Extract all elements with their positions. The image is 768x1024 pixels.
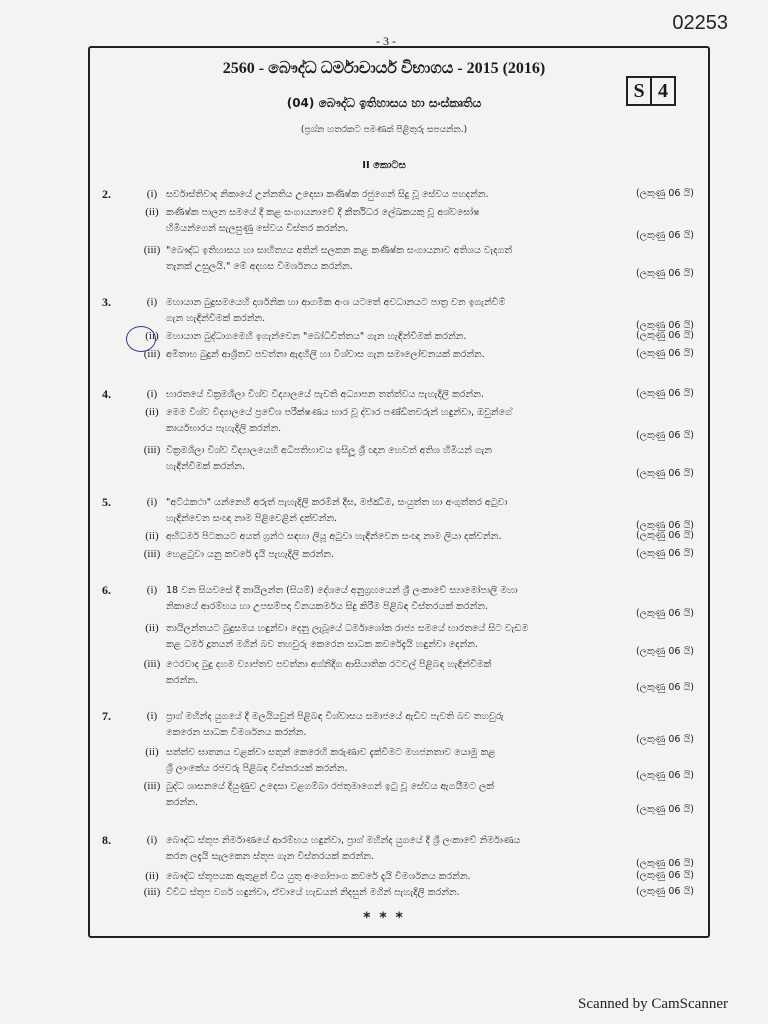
subquestion-text: මහායාන බුදුසමයෙහි දාර්ශනික හා ආගමික අංශ යටතේ අවධානයට පාත්‍ර වන ඉගැන්වීම් (166, 297, 506, 308)
subquestion-text: මහායාන බුද්ධාගමෙහි ඉගැන්වෙන "බෝධිචිත්තය" ගැන හැඳින්වීමක් කරන්න. (166, 331, 467, 342)
exam-title: 2560 - බෞද්ධ ධර්මාචාර්ය විභාගය - 2015 (2016) (222, 60, 546, 77)
marks-label: (ලකුණු 06 යි) (635, 608, 694, 619)
subquestion-text: කළ ධර්ම දූතයන් මගින් බව තහවුරු කෙරෙන සාධක කවරේදැයි හඳුන්වා දෙන්න. (166, 639, 478, 650)
subquestion-text: සත්ත්ව ඝාතනය වළක්වා සතුන් කෙරෙහි කරුණාව දැක්වීමට මහජනතාව යොමු කළ (166, 747, 496, 758)
marks-label: (ලකුණු 06 යි) (635, 682, 694, 693)
subquestion-text: සර්වාස්තිවාද නිකායේ උන්නතිය උදෙසා කණිෂ්ක රජුගෙන් සිදු වූ සේවය පහදන්න. (166, 189, 489, 200)
question-number: 3. (102, 295, 111, 309)
subquestion-label: (i) (146, 296, 158, 308)
paper-code-number: 4 (650, 78, 674, 104)
end-marker: * * * (363, 910, 405, 926)
subquestion-label: (i) (146, 388, 158, 400)
marks-label: (ලකුණු 06 යි) (635, 230, 694, 241)
subquestion-text: "අට්ඨකථා" යන්නෙහි අරුත් පැහැදිලි කරමින් දීඝ, මජ්ඣිම, සංයුත්ත හා අංගුත්තර අටුවා (166, 497, 508, 508)
marks-label: (ලකුණු 06 යි) (635, 530, 694, 541)
marks-label: (ලකුණු 06 යි) (635, 770, 694, 781)
marks-label: (ලකුණු 06 යි) (635, 268, 694, 279)
subquestion-text: කාර්යභාරය පැහැදිලි කරන්න. (166, 423, 282, 434)
subquestion-label: (iii) (143, 548, 161, 560)
subquestion-text: හැඳින්වීමක් කරන්න. (166, 461, 245, 472)
marks-label: (ලකුණු 06 යි) (635, 320, 694, 331)
subquestion-label: (iii) (143, 886, 161, 898)
marks-label: (ලකුණු 06 යි) (635, 886, 694, 897)
subject-title: (04) බෞද්ධ ඉතිහාසය හා සංස්කෘතිය (286, 96, 482, 110)
subquestion-text: අභිධර්ම පිටකයට අයත් ග්‍රන්ථ සඳහා ලියූ අටුවා හැඳින්වෙන සංඥා නාම ලියා දක්වන්න. (166, 531, 502, 542)
subquestion-label: (i) (146, 710, 158, 722)
subquestion-text: බෞද්ධ ස්තූපයක ඇතුළත් විය යුතු අංගෝපාංග කවරේ දැයි විමර්ශනය කරන්න. (166, 871, 471, 882)
marks-label: (ලකුණු 06 යි) (635, 330, 694, 341)
subquestion-text: හෙළටුවා යනු කවරේ දැයි පැහැදිලි කරන්න. (166, 549, 335, 560)
subquestion-label: (i) (146, 584, 158, 596)
paper-code-letter: S (633, 80, 645, 102)
subquestion-text: තැනක් උසුලයි." මේ අදහස විමර්ශනය කරන්න. (166, 261, 353, 272)
subquestion-text: ගැන හැඳින්වීමක් කරන්න. (166, 313, 266, 324)
marks-label: (ලකුණු 06 යි) (635, 468, 694, 479)
page-number: - 3 - (376, 34, 396, 48)
page-code: 02253 (672, 12, 728, 34)
subquestion-label: (ii) (145, 406, 159, 418)
subquestion-text: හිමියන්ගෙන් සැලසුණු සේවය විස්තර කරන්න. (166, 223, 349, 234)
subquestion-text: ශ්‍රී ලාංකේය රජවරු පිළිබඳ විස්තරයක් කරන්න. (166, 763, 348, 774)
marks-label: (ලකුණු 06 යි) (635, 348, 694, 359)
marks-label: (ලකුණු 06 යි) (635, 870, 694, 881)
subquestion-label: (ii) (145, 206, 159, 218)
subquestion-text: භාරතයේ වික්‍රමශිලා විශ්ව විද්‍යාලයේ පැවති අධ්‍යාපන තත්ත්වය පැහැදිලි කරන්න. (166, 389, 484, 400)
question-number: 8. (102, 833, 111, 847)
subquestion-text: වික්‍රමශිලා විශ්ව විද්‍යාලයෙහි අධිපතිභාවය ඉසිලූ ශ්‍රී ඥාන හෙවත් අතිශ හිමියන් ගැන (166, 445, 493, 456)
subquestion-label: (iii) (143, 658, 161, 670)
subquestion-text: ථෙරවාද බුදු දහම ව්‍යාප්තව පවත්නා අග්නිදිග ආසියාතික රටවල් පිළිබඳ හැඳින්වීමක් (166, 659, 492, 670)
subquestion-text: කණිෂ්ක පාලන සමයේ දී කළ සංගායනාවේ දී කීර්තිධර ලේඛකයකු වූ අශ්වඝෝෂ (166, 207, 480, 218)
subquestion-label: (iii) (143, 780, 161, 792)
subquestion-label: (ii) (145, 870, 159, 882)
marks-label: (ලකුණු 06 යි) (635, 188, 694, 199)
marks-label: (ලකුණු 06 යි) (635, 646, 694, 657)
marks-label: (ලකුණු 06 යි) (635, 548, 694, 559)
subquestion-text: හැඳින්වෙන සංඥා නාම පිළිවෙළින් දක්වන්න. (166, 513, 338, 524)
question-number: 5. (102, 495, 111, 509)
marks-label: (ලකුණු 06 යි) (635, 804, 694, 815)
subquestion-label: (i) (146, 834, 158, 846)
subquestion-label: (i) (146, 188, 158, 200)
marks-label: (ලකුණු 06 යි) (635, 520, 694, 531)
marks-label: (ලකුණු 06 යි) (635, 734, 694, 745)
subquestion-label: (iii) (143, 444, 161, 456)
pen-circle-mark (126, 326, 156, 352)
subquestion-text: "බෞද්ධ ඉතිහාසය හා සාහිත්‍යය අතින් සලකන කළ කණිෂ්ක සංගායනාව අතිශය වැදගත් (166, 245, 513, 256)
subquestion-label: (ii) (145, 622, 159, 634)
subquestion-text: 18 වන සියවසේ දී තායිලන්ත (සියම්) දේශයේ අනුග්‍රහයෙන් ශ්‍රී ලංකාවේ ස්‍යාමෝපාලි මහා (166, 585, 518, 596)
question-number: 2. (102, 187, 111, 201)
subquestion-text: බුද්ධ ශාසනයේ දියුණුව උදෙසා වළගම්බා රජතුමාගෙන් ඉටු වූ සේවය ඇගයීමට ලක් (166, 781, 494, 792)
subquestion-text: තායිලන්තයට බුදුසමය හඳුන්වා දෙනු ලැබූයේ ධර්මාශෝක රාජ්‍ය සමයේ භාරතයේ සිට වැඩම (166, 623, 529, 634)
subquestion-text: බෞද්ධ ස්තූප නිර්මාණයේ ආරම්භය හඳුන්වා, ප්‍රාග් මහින්ද යුගයේ දී ශ්‍රී ලංකාවේ නිර්මාණය (166, 835, 521, 846)
subquestion-text: කරන්න. (166, 797, 198, 808)
subquestion-label: (i) (146, 496, 158, 508)
subquestion-label: (iii) (143, 348, 161, 360)
part-heading: II කොටස (362, 160, 406, 171)
subquestion-text: කරන ලදැයි සැලකෙන ස්තූප ගැන විස්තරයක් කරන්න. (166, 851, 374, 862)
instruction-text: (ප්‍රශ්න හතරකට පමණක් පිළිතුරු සපයන්න.) (300, 125, 468, 135)
subquestion-text: මෙම විශ්ව විද්‍යාලයේ ප්‍රවේශ පරීක්ෂණය භාර වූ ද්වාර පණ්ඩිතවරුන් හඳුන්වා, ඔවුන්ගේ (166, 407, 512, 418)
subquestion-label: (ii) (145, 746, 159, 758)
scanner-watermark: Scanned by CamScanner (578, 996, 728, 1012)
subquestion-text: විවිධ ස්තූප වර්ග හඳුන්වා, ඒවායේ හැඩයන් නිදසුන් මගින් පැහැදිලි කරන්න. (166, 887, 460, 898)
marks-label: (ලකුණු 06 යි) (635, 388, 694, 399)
subquestion-text: නිකායේ ආරම්භය හා උපසම්පදා විනයකර්මය සිදු කිරීම පිළිබඳ විස්තරයක් කරන්න. (166, 601, 488, 612)
subquestion-text: ප්‍රාග් මහින්ද යුගයේ දී මලයියවුන් පිළිබඳ විශ්වාසය සමාජයේ ඇඩිව පැවති බව තහවුරු (166, 711, 504, 722)
subquestion-text: කෙරෙන සාධක විමර්ශනය කරන්න. (166, 727, 307, 738)
question-number: 6. (102, 583, 111, 597)
question-number: 4. (102, 387, 111, 401)
subquestion-text: කරන්න. (166, 675, 198, 686)
subquestion-label: (ii) (145, 330, 159, 342)
subquestion-text: අමිතාභ බුදුන් ආශ්‍රිතව පවත්නා ඇදහිලි හා විශ්වාස ගැන සමාලෝචනයක් කරන්න. (166, 349, 485, 360)
subquestion-label: (iii) (143, 244, 161, 256)
question-number: 7. (102, 709, 111, 723)
marks-label: (ලකුණු 06 යි) (635, 858, 694, 869)
subquestion-label: (ii) (145, 530, 159, 542)
marks-label: (ලකුණු 06 යි) (635, 430, 694, 441)
